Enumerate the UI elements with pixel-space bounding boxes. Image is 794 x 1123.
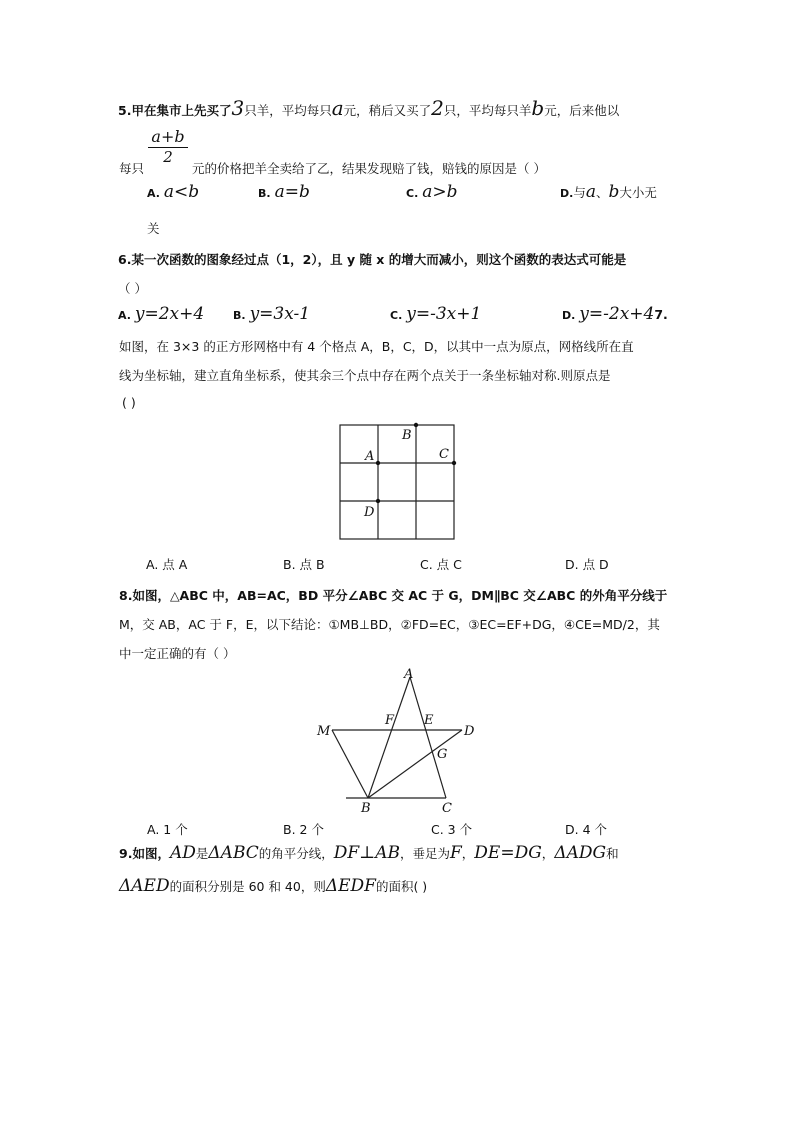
- q8-line-1: 8.如图，△ABC 中，AB=AC，BD 平分∠ABC 交 AC 于 G，DM∥BC 交∠ABC 的外角平分线于: [119, 588, 668, 603]
- option-text: 大小无: [619, 185, 657, 200]
- q6-line-2: （ ）: [118, 281, 147, 296]
- option-label: D.: [562, 309, 576, 322]
- q5-option-c: [406, 182, 458, 202]
- option-label: C.: [406, 187, 419, 200]
- q5-math-b: b: [531, 96, 545, 120]
- label-c: C: [439, 447, 449, 462]
- segment-mb: [332, 730, 368, 798]
- option-math: a=b: [274, 182, 310, 202]
- label-g: G: [437, 747, 448, 762]
- label-f: F: [385, 713, 395, 728]
- q7-option-d: D. 点 D: [565, 557, 609, 572]
- q9-line-2: [119, 876, 427, 896]
- q9-text: ，: [461, 846, 475, 861]
- option-math: a<b: [163, 182, 200, 202]
- q9-math: ΔEDF: [325, 876, 376, 896]
- q5-text: 元，稍后又买了: [343, 103, 432, 118]
- q7-option-b: B. 点 B: [283, 557, 325, 572]
- q9-math: ΔAED: [119, 876, 170, 896]
- q8-triangle-figure: [310, 662, 485, 817]
- segment-bd: [368, 730, 462, 798]
- point-b: [414, 423, 418, 427]
- q5-math-a: a: [331, 96, 344, 120]
- q7-line-1: 如图，在 3×3 的正方形网格中有 4 个格点 A，B，C，D，以其中一点为原点，网格线所在直: [119, 339, 634, 354]
- q5-text: 元，后来他以: [544, 103, 620, 118]
- option-label: B.: [258, 187, 271, 200]
- q5-fraction-denominator: 2: [163, 148, 173, 166]
- q9-math: ΔABC: [208, 843, 259, 863]
- q9-text: 的角平分线，: [258, 846, 334, 861]
- label-c: C: [442, 801, 452, 816]
- q5-option-d: [560, 182, 657, 202]
- q9-text: 9.如图，: [119, 846, 170, 861]
- grid-border: [340, 425, 454, 539]
- q5-math-3: 3: [231, 96, 245, 120]
- q5-text: 只羊，平均每只: [244, 103, 332, 118]
- q8-option-d: D. 4 个: [565, 822, 607, 837]
- label-e: E: [424, 713, 434, 728]
- q7-number: 7.: [654, 307, 668, 322]
- q8-option-b: B. 2 个: [283, 822, 324, 837]
- q5-option-a: [147, 182, 199, 202]
- option-math: a>b: [422, 182, 458, 202]
- option-math: y=-3x+1: [406, 304, 482, 324]
- q5-line-2-prefix: 每只: [119, 161, 145, 176]
- option-math: y=3x-1: [249, 304, 311, 324]
- point-a: [376, 461, 380, 465]
- q9-math: ΔADG: [554, 843, 607, 863]
- label-d: D: [464, 724, 475, 739]
- q9-text: 是: [195, 846, 209, 861]
- q8-line-3: 中一定正确的有（ ）: [119, 646, 236, 661]
- option-math: y=-2x+4: [579, 304, 655, 324]
- q9-math: DE=DG: [474, 843, 542, 863]
- q7-line-3: ( ): [122, 395, 136, 410]
- segment-ab: [368, 677, 410, 798]
- q8-option-a: A. 1 个: [147, 822, 188, 837]
- label-b: B: [402, 428, 412, 443]
- q9-math: DF⊥AB: [333, 843, 400, 863]
- label-a: A: [365, 449, 375, 464]
- q9-math: AD: [169, 843, 196, 863]
- q6-option-b: [233, 304, 310, 324]
- q9-text: ，垂足为: [399, 846, 450, 861]
- q5-text: 只，平均每只羊: [443, 103, 532, 118]
- q9-math: F: [449, 843, 462, 863]
- label-a: A: [404, 667, 414, 682]
- option-label: B.: [233, 309, 246, 322]
- q9-text: 和: [606, 846, 619, 861]
- label-m: M: [317, 724, 331, 739]
- label-d: D: [364, 505, 375, 520]
- q6-option-a: [118, 304, 204, 324]
- q5-math-2: 2: [431, 96, 444, 120]
- q5-text: 5.甲在集市上先买了: [118, 103, 232, 118]
- q6-option-d: [562, 304, 668, 324]
- q9-line-1: [119, 843, 619, 863]
- option-math: y=2x+4: [134, 304, 205, 324]
- q5-option-d-wrap: 关: [147, 221, 160, 236]
- option-math: a: [585, 182, 596, 202]
- q5-line-1: [118, 96, 619, 120]
- grid-lines: [340, 425, 454, 539]
- q7-grid-figure: [330, 415, 470, 545]
- q5-fraction-numerator: a+b: [151, 127, 185, 146]
- option-label: A.: [147, 187, 160, 200]
- q6-line-1: 6.某一次函数的图象经过点（1，2），且 y 随 x 的增大而减小，则这个函数的表达式可能是: [118, 252, 627, 267]
- segment-ac: [410, 677, 446, 798]
- q5-option-b: [258, 182, 310, 202]
- q6-option-c: [390, 304, 481, 324]
- q5-line-2: 元的价格把羊全卖给了乙，结果发现赔了钱，赔钱的原因是（ ）: [192, 161, 546, 176]
- option-text: 、: [595, 185, 609, 200]
- option-label: D.: [560, 187, 574, 200]
- point-c: [452, 461, 456, 465]
- point-d: [376, 499, 380, 503]
- q7-option-a: A. 点 A: [146, 557, 188, 572]
- q8-line-2: M，交 AB，AC 于 F，E，以下结论：①MB⊥BD，②FD=EC，③EC=EF+DG，④CE=MD/2，其: [119, 617, 660, 632]
- q9-text: ，: [541, 846, 555, 861]
- option-label: C.: [390, 309, 403, 322]
- q8-option-c: C. 3 个: [431, 822, 473, 837]
- q9-text: 的面积分别是 60 和 40，则: [169, 879, 326, 894]
- q7-option-c: C. 点 C: [420, 557, 462, 572]
- option-label: A.: [118, 309, 131, 322]
- q5-fraction: [148, 127, 188, 166]
- option-math: b: [608, 182, 620, 202]
- q9-text: 的面积( ): [375, 879, 428, 894]
- q7-line-2: 线为坐标轴，建立直角坐标系，使其余三个点中存在两个点关于一条坐标轴对称.则原点是: [119, 368, 611, 383]
- option-text: 与: [573, 185, 586, 200]
- label-b: B: [361, 801, 371, 816]
